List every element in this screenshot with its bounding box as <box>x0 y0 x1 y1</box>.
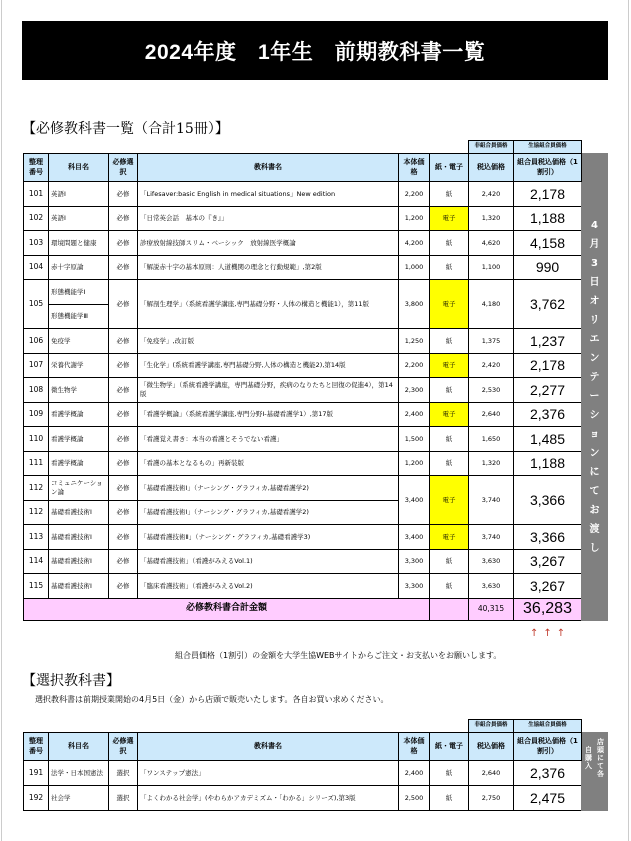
required-elective: 必修 <box>109 574 138 599</box>
textbook-title: 「ワンステップ憲法」 <box>138 761 399 786</box>
base-price: 1,200 <box>399 206 430 231</box>
required-elective: 必修 <box>109 427 138 452</box>
tax-included-price: 1,320 <box>469 206 514 231</box>
row-number: 101 <box>24 182 49 207</box>
member-price: 3,267 <box>514 574 582 599</box>
base-price: 1,250 <box>399 329 430 354</box>
base-price: 3,300 <box>399 549 430 574</box>
format-paper: 紙 <box>430 378 469 403</box>
table-row <box>24 574 608 599</box>
format-electronic: 電子 <box>430 280 469 329</box>
base-price: 3,300 <box>399 574 430 599</box>
textbook-title: 「基礎看護技術Ⅱ」（ナーシング・グラフィカ,基礎看護学3) <box>138 525 399 550</box>
tax-included-price: 2,640 <box>469 761 514 786</box>
header-type: 紙・電子 <box>430 154 469 182</box>
member-price-group-label: 生協組合員価格 <box>514 720 582 733</box>
total-price: 40,315 <box>469 598 514 620</box>
tax-included-price: 4,620 <box>469 231 514 256</box>
blank <box>24 141 469 154</box>
subject-name: 英語Ⅰ <box>49 182 109 207</box>
textbook-title: 「基礎看護技術」（看護がみえるVol.1) <box>138 549 399 574</box>
tax-included-price: 1,650 <box>469 427 514 452</box>
subject-name: 環境問題と健康 <box>49 231 109 256</box>
row-number: 102 <box>24 206 49 231</box>
base-price: 4,200 <box>399 231 430 256</box>
header-row <box>24 154 608 182</box>
row-number: 105 <box>24 280 49 329</box>
format-paper: 紙 <box>430 574 469 599</box>
required-elective: 必修 <box>109 329 138 354</box>
tax-included-price: 3,630 <box>469 574 514 599</box>
elective-note: 選択教科書は前期授業開始の4月5日（金）から店頭で販売いたします。各自お買い求めください。 <box>35 695 389 704</box>
side-label <box>582 733 608 811</box>
subject-name: 基礎看護技術Ⅰ <box>49 525 109 550</box>
textbook-title: 「微生物学」（系統看護学講座，専門基礎分野，疾病のなりたちと回復の促進4），第14版 <box>138 378 399 403</box>
nonmember-price-group-label: 非組合員価格 <box>469 720 514 733</box>
required-section-heading: 【必修教科書一覧（合計15冊）】 <box>22 121 229 137</box>
textbook-title: 「生化学」(系統看護学講座,専門基礎分野,人体の構造と機能2),第14版 <box>138 353 399 378</box>
base-price: 2,200 <box>399 353 430 378</box>
format-paper: 紙 <box>430 329 469 354</box>
header-title: 教科書名 <box>138 733 399 761</box>
format-electronic: 電子 <box>430 525 469 550</box>
row-number: 191 <box>24 761 49 786</box>
total-label: 必修教科書合計金額 <box>24 598 430 620</box>
required-elective: 選択 <box>109 786 138 811</box>
price-group-row <box>24 720 608 733</box>
header-req: 必修選択 <box>109 733 138 761</box>
header-base: 本体価格 <box>399 154 430 182</box>
subject-name: 社会学 <box>49 786 109 811</box>
tax-included-price: 1,320 <box>469 451 514 476</box>
subject-name: 看護学概論 <box>49 451 109 476</box>
table-row <box>24 329 608 354</box>
row-number: 192 <box>24 786 49 811</box>
required-elective: 必修 <box>109 206 138 231</box>
textbook-title: 「よくわかる社会学」(やわらかアカデミズム・「わかる」シリーズ),第3版 <box>138 786 399 811</box>
required-elective: 必修 <box>109 353 138 378</box>
subject-name: 基礎看護技術Ⅰ <box>49 549 109 574</box>
required-elective: 必修 <box>109 402 138 427</box>
table-row <box>24 255 608 280</box>
table-row <box>24 476 608 501</box>
tax-included-price: 2,750 <box>469 786 514 811</box>
tax-included-price: 2,420 <box>469 353 514 378</box>
member-price: 3,366 <box>514 525 582 550</box>
member-price: 2,376 <box>514 402 582 427</box>
textbook-title: 「Lifesaver:basic English in medical situations」New edition <box>138 182 399 207</box>
header-member: 組合員税込価格（1割引） <box>514 733 582 761</box>
tax-included-price: 2,420 <box>469 182 514 207</box>
tax-included-price: 3,630 <box>469 549 514 574</box>
textbook-title: 「解説赤十字の基本原則：人道機関の理念と行動規範」,第2版 <box>138 255 399 280</box>
table-row <box>24 402 608 427</box>
format-paper: 紙 <box>430 451 469 476</box>
base-price: 2,300 <box>399 378 430 403</box>
required-elective: 必修 <box>109 231 138 256</box>
row-number: 103 <box>24 231 49 256</box>
nonmember-price-group-label: 非組合員価格 <box>469 141 514 154</box>
base-price: 3,800 <box>399 280 430 329</box>
subject-name: 微生物学 <box>49 378 109 403</box>
table-row <box>24 182 608 207</box>
header-subject: 科目名 <box>49 154 109 182</box>
row-number: 104 <box>24 255 49 280</box>
subject-name: 看護学概論 <box>49 402 109 427</box>
table-row <box>24 451 608 476</box>
table-row <box>24 786 608 811</box>
member-price: 2,277 <box>514 378 582 403</box>
elective-section-heading: 【選択教科書】 <box>22 673 120 689</box>
total-row <box>24 598 608 620</box>
member-price: 2,178 <box>514 353 582 378</box>
elective-textbook-table <box>23 719 608 811</box>
base-price: 1,500 <box>399 427 430 452</box>
required-elective: 必修 <box>109 378 138 403</box>
subject-name: 法学・日本国憲法 <box>49 761 109 786</box>
format-electronic: 電子 <box>430 402 469 427</box>
subject-name: 免疫学 <box>49 329 109 354</box>
header-type: 紙・電子 <box>430 733 469 761</box>
required-elective: 必修 <box>109 500 138 525</box>
subject-name: 基礎看護技術Ⅰ <box>49 574 109 599</box>
row-number: 111 <box>24 451 49 476</box>
textbook-title: 診療放射線技師スリム・ベーシック 放射線医学概論 <box>138 231 399 256</box>
row-number: 110 <box>24 427 49 452</box>
format-paper: 紙 <box>430 761 469 786</box>
required-elective: 必修 <box>109 451 138 476</box>
row-number: 112 <box>24 476 49 501</box>
total-member-price: 36,283 <box>514 598 582 620</box>
base-price: 3,400 <box>399 525 430 550</box>
format-paper: 紙 <box>430 231 469 256</box>
required-elective: 必修 <box>109 476 138 501</box>
subject-name: 看護学概論 <box>49 427 109 452</box>
base-price: 1,000 <box>399 255 430 280</box>
member-price: 1,188 <box>514 206 582 231</box>
format-paper: 紙 <box>430 182 469 207</box>
header-base: 本体価格 <box>399 733 430 761</box>
tax-included-price: 3,740 <box>469 525 514 550</box>
required-elective: 必修 <box>109 549 138 574</box>
textbook-title: 「日常英会話 基本の『き』」 <box>138 206 399 231</box>
format-paper: 紙 <box>430 427 469 452</box>
format-paper: 紙 <box>430 255 469 280</box>
header-req: 必修選択 <box>109 154 138 182</box>
textbook-title: 「基礎看護技術Ⅰ」（ナーシング・グラフィカ,基礎看護学2) <box>138 476 399 501</box>
row-number: 107 <box>24 353 49 378</box>
header-row <box>24 733 608 761</box>
header-member: 組合員税込価格（1割引） <box>514 154 582 182</box>
member-price: 3,762 <box>514 280 582 329</box>
member-price: 990 <box>514 255 582 280</box>
table-row <box>24 427 608 452</box>
header-no: 整理番号 <box>24 733 49 761</box>
subject-name: 赤十字原論 <box>49 255 109 280</box>
subject-name: 英語Ⅰ <box>49 206 109 231</box>
textbook-title: 「免疫学」,改訂版 <box>138 329 399 354</box>
format-electronic: 電子 <box>430 476 469 525</box>
blank <box>430 598 469 620</box>
blank <box>24 720 469 733</box>
format-electronic: 電子 <box>430 206 469 231</box>
member-price: 2,475 <box>514 786 582 811</box>
arrows: ↑↑↑ <box>530 628 571 639</box>
table-row <box>24 525 608 550</box>
textbook-title: 「看護覚え書き：本当の看護とそうでない看護」 <box>138 427 399 452</box>
textbook-title: 「看護学概論」（系統看護学講座,専門分野Ⅰ-基礎看護学1）,第17版 <box>138 402 399 427</box>
member-price: 1,188 <box>514 451 582 476</box>
row-number: 106 <box>24 329 49 354</box>
row-number: 112 <box>24 500 49 525</box>
row-number: 113 <box>24 525 49 550</box>
subject-name: 基礎看護技術Ⅰ <box>49 500 109 525</box>
tax-included-price: 2,640 <box>469 402 514 427</box>
member-price: 3,366 <box>514 476 582 525</box>
required-elective: 必修 <box>109 525 138 550</box>
textbook-title: 「解剖生理学」（系統看護学講座,専門基礎分野・人体の構造と機能1），第11版 <box>138 280 399 329</box>
table-row <box>24 761 608 786</box>
member-price: 1,237 <box>514 329 582 354</box>
subject-name: 形態機能学Ⅲ <box>49 304 109 329</box>
page-title: 2024年度 1年生 前期教科書一覧 <box>22 21 608 80</box>
table-row <box>24 206 608 231</box>
side-label-text: 店頭にて各自購入 <box>584 738 605 778</box>
tax-included-price: 3,740 <box>469 476 514 525</box>
textbook-title: 「臨床看護技術」（看護がみえるVol.2) <box>138 574 399 599</box>
base-price: 3,400 <box>399 476 430 525</box>
header-price: 税込価格 <box>469 154 514 182</box>
required-elective: 必修 <box>109 182 138 207</box>
tax-included-price: 4,180 <box>469 280 514 329</box>
table-row <box>24 280 608 305</box>
member-price: 4,158 <box>514 231 582 256</box>
header-price: 税込価格 <box>469 733 514 761</box>
header-subject: 科目名 <box>49 733 109 761</box>
required-elective: 必修 <box>109 255 138 280</box>
required-elective: 選択 <box>109 761 138 786</box>
table-row <box>24 549 608 574</box>
table-row <box>24 378 608 403</box>
subject-name: 形態機能学Ⅰ <box>49 280 109 305</box>
base-price: 1,200 <box>399 451 430 476</box>
price-group-row <box>24 141 608 154</box>
format-paper: 紙 <box>430 549 469 574</box>
tax-included-price: 1,100 <box>469 255 514 280</box>
table-row <box>24 353 608 378</box>
required-textbook-table <box>23 140 608 621</box>
order-note: 組合員価格（1割引）の金額を大学生協WEBサイトからご注文・お支払いをお願いします。 <box>175 651 502 660</box>
base-price: 2,400 <box>399 761 430 786</box>
blank <box>582 141 608 154</box>
tax-included-price: 1,375 <box>469 329 514 354</box>
table-row <box>24 231 608 256</box>
required-elective: 必修 <box>109 280 138 329</box>
row-number: 109 <box>24 402 49 427</box>
member-price-group-label: 生協組合員価格 <box>514 141 582 154</box>
tax-included-price: 2,530 <box>469 378 514 403</box>
header-title: 教科書名 <box>138 154 399 182</box>
member-price: 1,485 <box>514 427 582 452</box>
textbook-title: 「看護の基本となるもの」再新装版 <box>138 451 399 476</box>
side-label: 4 月 3 日 オ リ エ ン テ ー シ ョ ン に て お 渡 し <box>582 154 608 621</box>
member-price: 2,376 <box>514 761 582 786</box>
base-price: 2,200 <box>399 182 430 207</box>
base-price: 2,500 <box>399 786 430 811</box>
header-no: 整理番号 <box>24 154 49 182</box>
row-number: 114 <box>24 549 49 574</box>
member-price: 3,267 <box>514 549 582 574</box>
subject-name: 栄養代謝学 <box>49 353 109 378</box>
format-paper: 紙 <box>430 786 469 811</box>
subject-name: コミュニケーション論 <box>49 476 109 501</box>
member-price: 2,178 <box>514 182 582 207</box>
textbook-title: 「基礎看護技術Ⅰ」（ナーシング・グラフィカ,基礎看護学2) <box>138 500 399 525</box>
row-number: 115 <box>24 574 49 599</box>
blank <box>582 720 608 733</box>
base-price: 2,400 <box>399 402 430 427</box>
format-electronic: 電子 <box>430 353 469 378</box>
row-number: 108 <box>24 378 49 403</box>
